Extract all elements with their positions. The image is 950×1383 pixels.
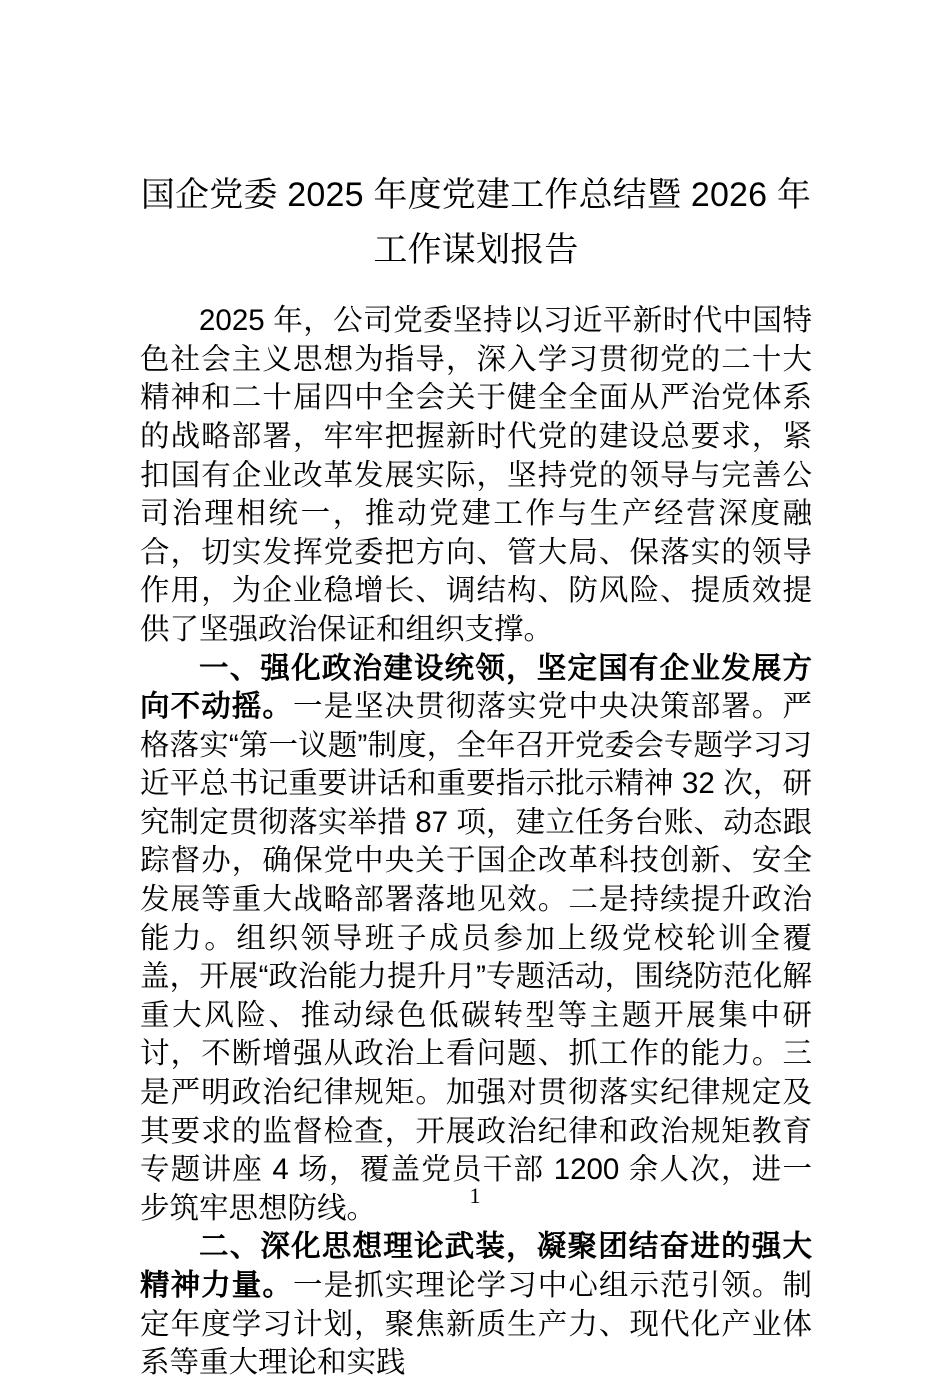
document-content <box>140 0 812 1383</box>
paragraph-text: 一是坚决贯彻落实党中央决策部署。严格落实“第一议题”制度，全年召开党委会专题学习习近平总书记重要讲话和重要指示批示精神 32 次，研究制定贯彻落实举措 87 项，建立任务台账、动态跟踪督办，确保党中央关于国企改革科技创新、安全发展等重大战略部署落地见效。二是持续提升政治能力。组织领导班子成员参加上级党校轮训全覆盖，开展“政治能力提升月”专题活动，围绕防范化解重大风险、推动绿色低碳转型等主题开展集中研讨，不断增强从政治上看问题、抓工作的能力。三是严明政治纪律规矩。加强对贯彻落实纪律规定及其要求的监督检查，开展政治纪律和政治规矩教育专题讲座 4 场，覆盖党员干部 1200 余人次，进一步筑牢思想防线。 <box>140 690 812 1225</box>
section-heading-1: 一、强化政治建设统领，坚定国有企业发展方向不动摇。 <box>140 651 812 724</box>
page-title <box>140 0 812 278</box>
paragraph-intro <box>140 302 812 649</box>
title-line-2: 工作谋划报告 <box>373 231 579 270</box>
paragraph-text: 一是抓实理论学习中心组示范引领。制定年度学习计划，聚焦新质生产力、现代化产业体系等重大理论和实践 <box>140 1269 812 1380</box>
page-number: 1 <box>469 1183 481 1208</box>
paragraph-section-2 <box>140 1228 812 1382</box>
title-line-1: 国企党委 2025 年度党建工作总结暨 2026 年 <box>140 176 812 214</box>
paragraph-text: 2025 年，公司党委坚持以习近平新时代中国特色社会主义思想为指导，深入学习贯彻党的二十大精神和二十届四中全会关于健全全面从严治党体系的战略部署，牢牢把握新时代党的建设总要求，紧扣国有企业改革发展实际，坚持党的领导与完善公司治理相统一，推动党建工作与生产经营深度融合，切实发挥党委把方向、管大局、保落实的领导作用，为企业稳增长、调结构、防风险、提质效提供了坚强政治保证和组织支撑。 <box>140 304 812 646</box>
section-heading-2: 二、深化思想理论武装，凝聚团结奋进的强大精神力量。 <box>140 1230 812 1302</box>
paragraph-section-1 <box>140 650 812 1229</box>
